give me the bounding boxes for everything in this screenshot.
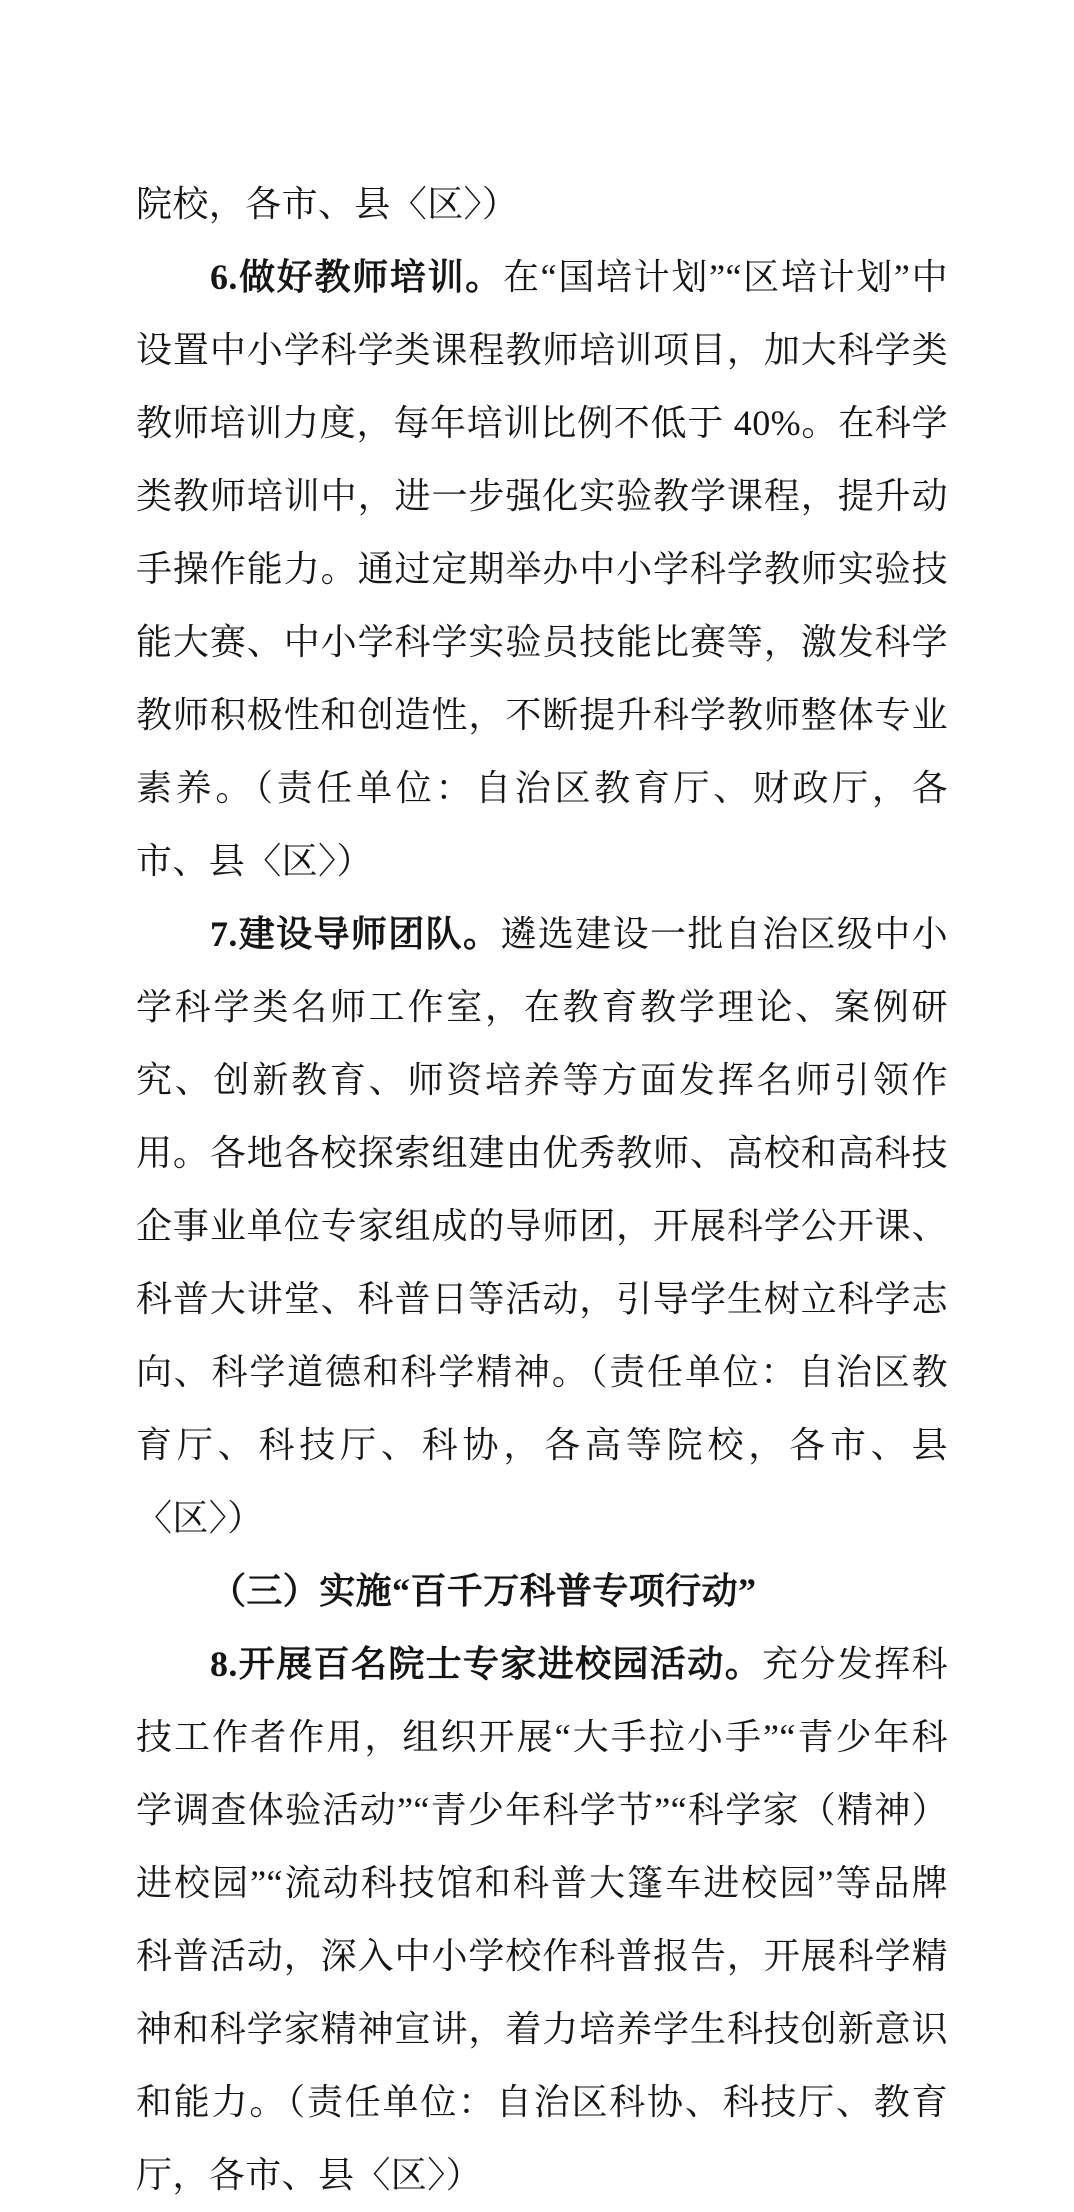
text-run-normal: 院校，各市、县〈区〉） xyxy=(136,184,519,224)
item-6-title: 6.做好教师培训。 xyxy=(210,257,503,297)
numbered-item-6 xyxy=(136,241,948,898)
section-heading-3-text: （三）实施“百千万科普专项行动” xyxy=(210,1571,757,1611)
item-8-body: 充分发挥科技工作者作用，组织开展“大手拉小手”“青少年科学调查体验活动”“青少年科学节”“科学家（精神）进校园”“流动科技馆和科普大篷车进校园”等品牌科普活动，深入中小学校作科普报告，开展科学精神和科学家精神宣讲，着力培养学生科技创新意识和能力。（责任单位：自治区科协、科技厅、教育厅，各市、县〈区〉） xyxy=(136,1644,948,2195)
item-6-body: 在“国培计划”“区培计划”中设置中小学科学类课程教师培训项目，加大科学类教师培训力度，每年培训比例不低于 40%。在科学类教师培训中，进一步强化实验教学课程，提升动手操作能力。通过定期举办中小学科学教师实验技能大赛、中小学科学实验员技能比赛等，激发科学教师积极性和创造性，不断提升科学教师整体专业素养。（责任单位：自治区教育厅、财政厅，各市、县〈区〉） xyxy=(136,257,948,881)
numbered-item-8 xyxy=(136,1628,948,2212)
item-7-body: 遴选建设一批自治区级中小学科学类名师工作室，在教育教学理论、案例研究、创新教育、师资培养等方面发挥名师引领作用。各地各校探索组建由优秀教师、高校和高科技企事业单位专家组成的导师团，开展科学公开课、科普大讲堂、科普日等活动，引导学生树立科学志向、科学道德和科学精神。（责任单位：自治区教育厅、科技厅、科协，各高等院校，各市、县〈区〉） xyxy=(136,914,948,1538)
paragraph-continuation xyxy=(136,168,948,241)
document-text-body xyxy=(136,168,948,2212)
item-7-title: 7.建设导师团队。 xyxy=(210,914,501,954)
numbered-item-7 xyxy=(136,898,948,1555)
item-8-title: 8.开展百名院士专家进校园活动。 xyxy=(210,1644,763,1684)
section-heading-3 xyxy=(136,1555,948,1628)
